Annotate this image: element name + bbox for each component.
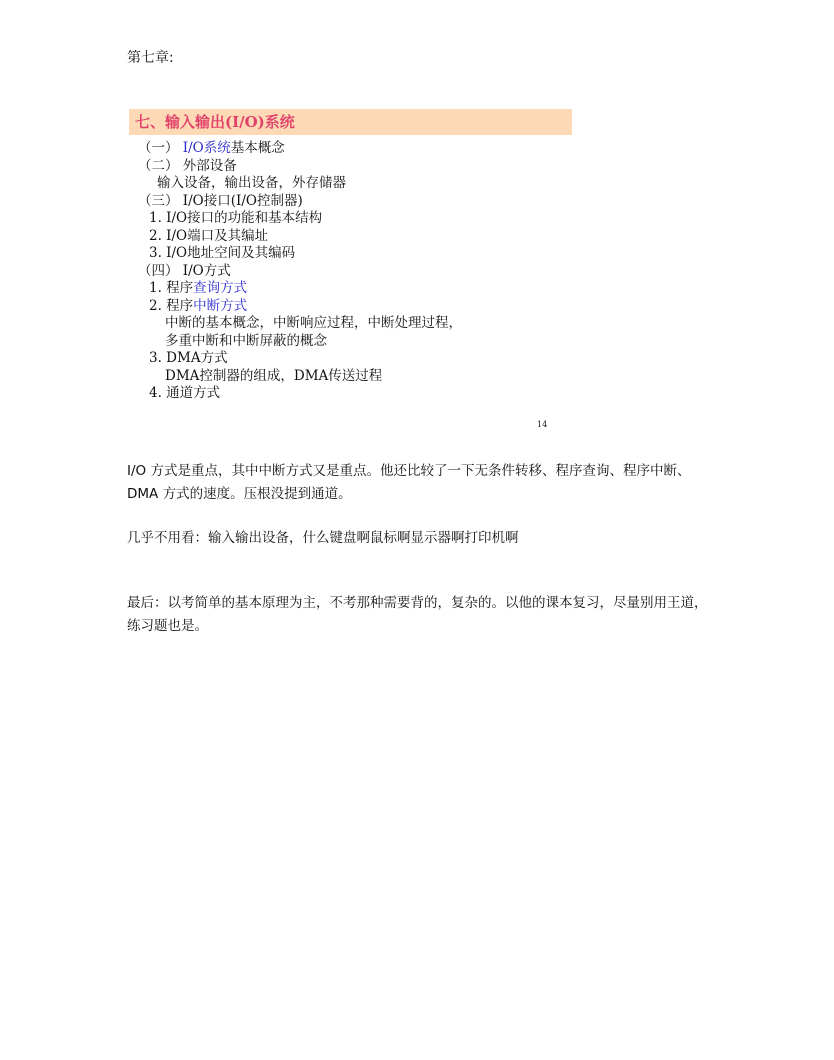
outline-line: 2. I/O端口及其编址 bbox=[149, 227, 269, 244]
slide-page-number: 14 bbox=[537, 420, 548, 429]
paragraph: I/O 方式是重点，其中中断方式又是重点。他还比较了一下无条件转移、程序查询、程序中断、DMA 方式的速度。压根没提到通道。 bbox=[127, 463, 691, 502]
outline-line: （一） I/O系统基本概念 bbox=[138, 140, 285, 156]
outline-line: 4. 通道方式 bbox=[149, 385, 221, 401]
outline-line: DMA控制器的组成，DMA传送过程 bbox=[165, 367, 383, 384]
outline-line: （三） I/O接口(I/O控制器) bbox=[138, 192, 303, 209]
outline-line: 2. 程序中断方式 bbox=[149, 297, 248, 314]
paragraph: 几乎不用看：输入输出设备，什么键盘啊鼠标啊显示器啊打印机啊 bbox=[127, 530, 519, 546]
slide-title: 七、输入输出(I/O)系统 bbox=[129, 109, 572, 135]
paragraph: 最后：以考简单的基本原理为主，不考那种需要背的，复杂的。以他的课本复习，尽量别用王道，练习题也是。 bbox=[127, 595, 708, 634]
outline-line: 1. I/O接口的功能和基本结构 bbox=[149, 210, 323, 226]
outline-line: （四） I/O方式 bbox=[138, 262, 231, 279]
outline-line: 1. 程序查询方式 bbox=[149, 280, 248, 296]
chapter-label: 第七章: bbox=[127, 50, 174, 66]
outline-line: 3. DMA方式 bbox=[149, 350, 228, 366]
outline-line: 多重中断和中断屏蔽的概念 bbox=[165, 332, 327, 349]
outline-line: 输入设备，输出设备，外存储器 bbox=[157, 175, 346, 191]
outline-line: 3. I/O地址空间及其编码 bbox=[149, 245, 296, 261]
outline-line: （二） 外部设备 bbox=[138, 157, 237, 174]
outline-line: 中断的基本概念，中断响应过程，中断处理过程， bbox=[165, 315, 462, 331]
